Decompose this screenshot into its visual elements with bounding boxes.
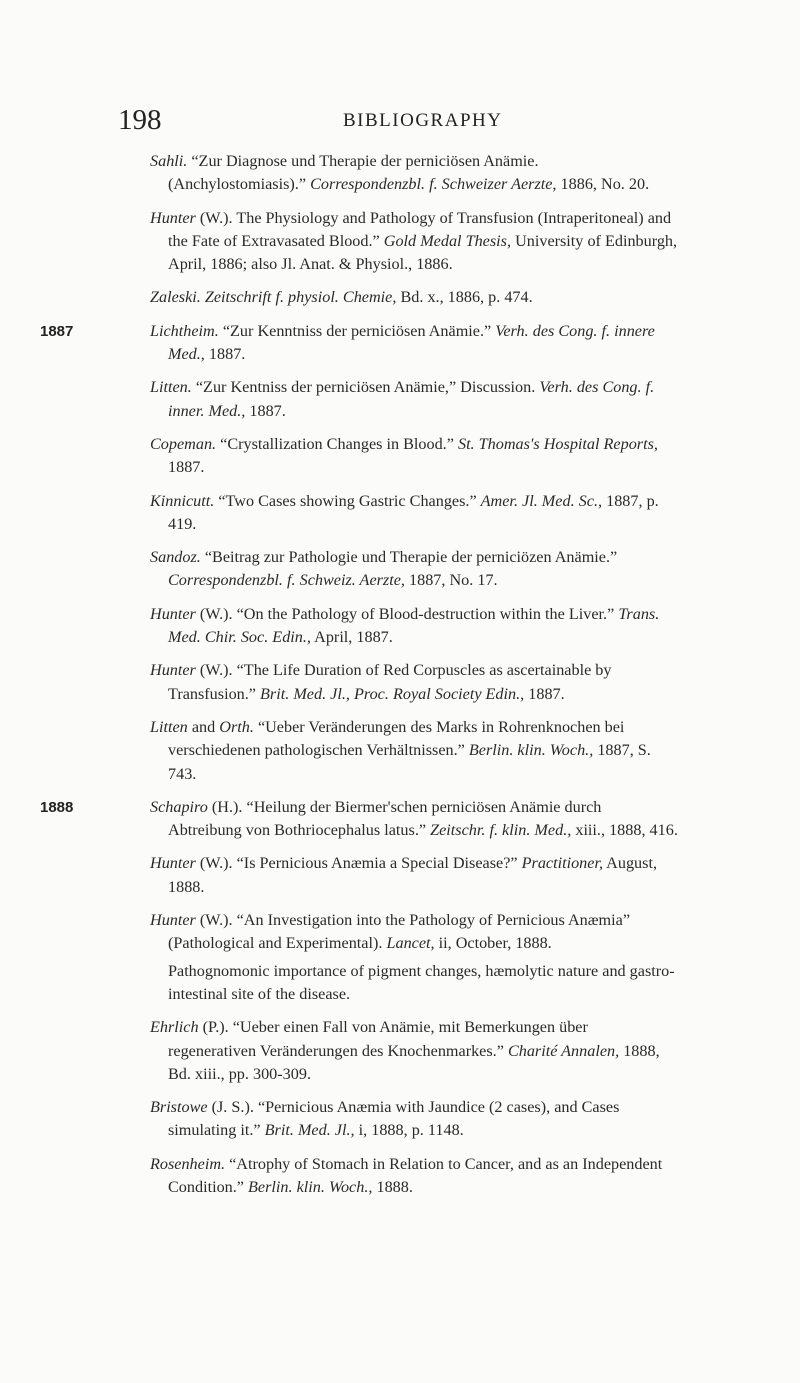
bibliography-entry	[150, 1016, 678, 1086]
entry-title: “Ueber Veränderungen des Marks in Rohrenknochen bei verschiedenen pathologischen Verhältnissen.”	[168, 717, 625, 760]
entry-journal: Verh. des Cong. f. innere Med.,	[168, 321, 655, 364]
entry-journal: Berlin. klin. Woch.,	[468, 741, 594, 760]
entry-details: 1887, S. 743.	[168, 741, 651, 783]
bibliography-entry	[150, 603, 678, 650]
bibliography-entry	[150, 207, 678, 277]
bibliography-entry	[40, 320, 678, 367]
entry-title: “An Investigation into the Pathology of Pernicious Anæmia” (Pathological and Experimental).	[168, 911, 631, 953]
entry-author: Rosenheim.	[150, 1154, 226, 1173]
entry-details: 1888, Bd. xiii., pp. 300-309.	[168, 1041, 660, 1083]
entry-author: Ehrlich	[150, 1018, 199, 1037]
entry-details: 1888.	[376, 1177, 413, 1196]
bibliography-entry	[150, 376, 678, 423]
entry-title: “Pernicious Anæmia with Jaundice (2 cases), and Cases simulating it.”	[168, 1098, 620, 1140]
entry-year: 1887	[40, 322, 74, 340]
entry-author: Sahli.	[150, 152, 188, 170]
running-head: BIBLIOGRAPHY	[343, 110, 503, 131]
entry-author: Zaleski.	[150, 288, 201, 307]
entry-author: Bristowe	[150, 1098, 208, 1117]
entry-details: 1887.	[208, 345, 246, 364]
entry-details: 1886, No. 20.	[560, 175, 650, 194]
entry-author: Schapiro	[150, 797, 208, 816]
entry-author-initials: (W.).	[199, 854, 233, 873]
entry-details: August, 1888.	[168, 854, 657, 896]
entry-author: Hunter	[150, 661, 196, 680]
entry-details: Bd. x., 1886, p. 474.	[400, 288, 533, 307]
entry-title: “Is Pernicious Anæmia a Special Disease?”	[236, 854, 518, 873]
entry-journal: Zeitschrift f. physiol. Chemie,	[204, 288, 397, 307]
entry-note: Pathognomonic importance of pigment changes, hæmolytic nature and gastro-intestinal site of the disease.	[168, 961, 675, 1003]
entry-journal: Amer. Jl. Med. Sc.,	[480, 491, 603, 510]
page-header	[118, 100, 678, 140]
bibliography-entry	[150, 433, 678, 480]
bibliography-entry	[150, 1096, 678, 1143]
entry-journal: Berlin. klin. Woch.,	[248, 1177, 373, 1196]
entry-year: 1888	[40, 798, 74, 816]
entry-author: Hunter	[150, 208, 196, 227]
entry-title: The Physiology and Pathology of Transfusion (Intraperitoneal) and the Fate of Extravasated Blood.”	[168, 208, 672, 250]
entry-journal: Trans. Med. Chir. Soc. Edin.,	[168, 604, 660, 647]
entry-journal: Correspondenzbl. f. Schweiz. Aerzte,	[168, 571, 405, 590]
entry-details: April, 1887.	[314, 628, 393, 647]
entry-details: ii, October, 1888.	[438, 934, 552, 953]
entry-title: “On the Pathology of Blood-destruction within the Liver.”	[236, 604, 615, 623]
entry-journal: Brit. Med. Jl.,	[264, 1121, 355, 1140]
entry-journal: Brit. Med. Jl., Proc. Royal Society Edin.,	[260, 684, 525, 703]
entry-author: Hunter	[150, 911, 196, 930]
entry-author-initials: (P.).	[202, 1018, 229, 1037]
bibliography-entry	[150, 150, 678, 197]
entry-details: i, 1888, p. 1148.	[358, 1121, 464, 1140]
entry-journal: Gold Medal Thesis,	[383, 231, 512, 250]
bibliography-entry	[150, 716, 678, 786]
entry-author: Sandoz.	[150, 548, 201, 567]
entry-title: “Heilung der Biermer'schen perniciösen Anämie durch Abtreibung von Bothriocephalus latus.”	[168, 797, 602, 840]
bibliography-entry	[150, 852, 678, 899]
bibliography-entry	[40, 796, 678, 843]
entry-journal: Zeitschr. f. klin. Med.,	[430, 821, 572, 840]
bibliography-entry	[150, 659, 678, 706]
entry-title: “Beitrag zur Pathologie und Therapie der perniciözen Anämie.”	[204, 548, 618, 567]
entry-details: xiii., 1888, 416.	[575, 821, 678, 840]
bibliography-entry	[150, 546, 678, 593]
entry-author: Lichtheim.	[150, 321, 219, 340]
entry-journal: Lancet,	[386, 934, 435, 953]
entry-author: Litten	[150, 717, 188, 736]
entry-journal: St. Thomas's Hospital Reports,	[457, 434, 658, 453]
entry-coauthor: Orth.	[219, 717, 254, 736]
entry-author-initials: (W.).	[199, 911, 233, 930]
entry-author-initials: (W.).	[199, 604, 233, 623]
bibliography-entry	[150, 286, 678, 309]
entry-details: 1887.	[168, 458, 205, 477]
entry-author: Hunter	[150, 604, 196, 623]
entry-title: “Zur Kentniss der perniciösen Anämie,” Discussion.	[195, 378, 536, 397]
entry-details: University of Edinburgh, April, 1886; also Jl. Anat. & Physiol., 1886.	[168, 231, 678, 274]
entry-author: Kinnicutt.	[150, 491, 215, 510]
entry-author: Copeman.	[150, 434, 217, 453]
entry-title: “The Life Duration of Red Corpuscles as ascertainable by Transfusion.”	[168, 661, 612, 703]
entry-author: Litten.	[150, 378, 192, 397]
entry-details: 1887.	[528, 684, 565, 703]
entry-author-initials: (W.).	[199, 661, 233, 680]
bibliography-list	[40, 150, 678, 1209]
entry-title: “Zur Kenntniss der perniciösen Anämie.”	[222, 321, 492, 340]
entry-title: “Ueber einen Fall von Anämie, mit Bemerkungen über regenerativen Veränderungen des Knochenmarkes.”	[168, 1018, 588, 1060]
entry-details: 1887, No. 17.	[409, 571, 498, 590]
bibliography-entry	[150, 1153, 678, 1200]
entry-details: 1887, p. 419.	[168, 491, 659, 533]
entry-author: Hunter	[150, 854, 196, 873]
entry-author-initials: (J. S.).	[211, 1098, 254, 1117]
bibliography-entry	[150, 490, 678, 537]
entry-title: “Atrophy of Stomach in Relation to Cancer, and as an Independent Condition.”	[168, 1154, 663, 1196]
entry-journal: Correspondenzbl. f. Schweizer Aerzte,	[310, 175, 557, 194]
entry-journal: Charité Annalen,	[507, 1041, 620, 1060]
entry-title: “Crystallization Changes in Blood.”	[220, 434, 454, 453]
entry-title: “Two Cases showing Gastric Changes.”	[218, 491, 477, 510]
page-number: 198	[118, 104, 162, 136]
bibliography-entry	[150, 909, 678, 1006]
entry-journal: Verh. des Cong. f. inner. Med.,	[168, 378, 655, 420]
entry-journal: Practitioner,	[521, 854, 604, 873]
entry-details: 1887.	[249, 401, 286, 420]
entry-title: “Zur Diagnose und Therapie der perniciösen Anämie. (Anchylostomiasis).”	[168, 152, 539, 194]
entry-author-initials: and	[191, 717, 216, 736]
entry-author-initials: (W.).	[199, 208, 233, 227]
entry-author-initials: (H.).	[211, 797, 243, 816]
